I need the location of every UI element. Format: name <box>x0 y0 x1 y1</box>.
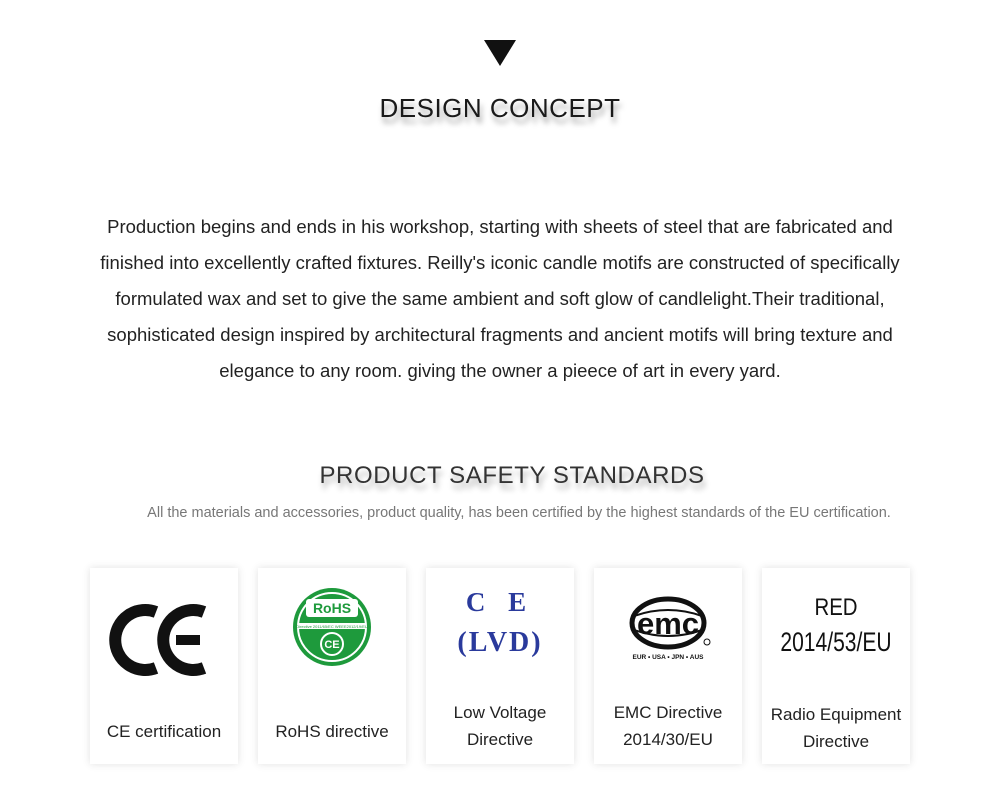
lvd-logo <box>426 586 574 664</box>
concept-line: formulated wax and set to give the same ambient and soft glow of candlelight.Their traditional, <box>115 288 885 309</box>
cert-label-line: Low Voltage <box>453 703 547 722</box>
safety-standards-title: PRODUCT SAFETY STANDARDS <box>319 462 705 489</box>
ce-mark-icon <box>90 582 238 682</box>
design-concept-text <box>40 209 960 389</box>
cert-label-line: Radio Equipment <box>770 705 902 724</box>
design-concept-title: DESIGN CONCEPT <box>379 93 621 123</box>
cert-card-lvd <box>426 568 574 764</box>
certification-cards <box>90 568 920 768</box>
rohs-badge-icon <box>258 582 406 682</box>
rohs-badge-directive: Directive 2011/65/EC WEEE2012/19/EU <box>296 624 368 629</box>
cert-label-line: 2014/30/EU <box>623 730 713 749</box>
cert-card-ce <box>90 568 238 764</box>
rohs-badge-ce: CE <box>324 639 340 651</box>
rohs-badge-top: RoHS <box>312 600 352 616</box>
cert-card-rohs <box>258 568 406 764</box>
concept-line: Production begins and ends in his workshop, starting with sheets of steel that are fabricated and <box>107 216 893 237</box>
cert-label <box>594 699 742 753</box>
concept-line: finished into excellently crafted fixtures. Reilly's iconic candle motifs are constructed of specifically <box>100 252 900 273</box>
cert-label-line: Directive <box>466 730 534 749</box>
cert-card-emc <box>594 568 742 764</box>
emc-logo-regions: EUR • USA • JPN • AUS <box>632 654 704 661</box>
cert-label: CE certification <box>106 722 222 741</box>
lvd-logo-ce: C E <box>465 587 535 617</box>
concept-line: sophisticated design inspired by architectural fragments and ancient motifs will bring texture and <box>107 324 893 345</box>
cert-label: RoHS directive <box>275 722 389 741</box>
emc-logo-text: emc <box>636 606 700 641</box>
safety-standards-subtitle: All the materials and accessories, product quality, has been certified by the highest standards of the EU certification. <box>147 505 891 521</box>
cert-label-line: EMC Directive <box>613 703 723 722</box>
down-arrow-icon <box>484 40 516 66</box>
red-logo-title: RED <box>814 594 858 621</box>
cert-label-line: Directive <box>802 732 870 751</box>
concept-line: elegance to any room. giving the owner a pieece of art in every yard. <box>219 360 781 381</box>
red-logo-code: 2014/53/EU <box>780 627 892 657</box>
lvd-logo-text: (LVD) <box>457 627 543 658</box>
cert-label <box>426 699 574 753</box>
cert-card-red <box>762 568 910 764</box>
cert-label <box>762 701 910 755</box>
red-logo <box>762 592 910 660</box>
emc-logo-icon <box>594 582 742 682</box>
